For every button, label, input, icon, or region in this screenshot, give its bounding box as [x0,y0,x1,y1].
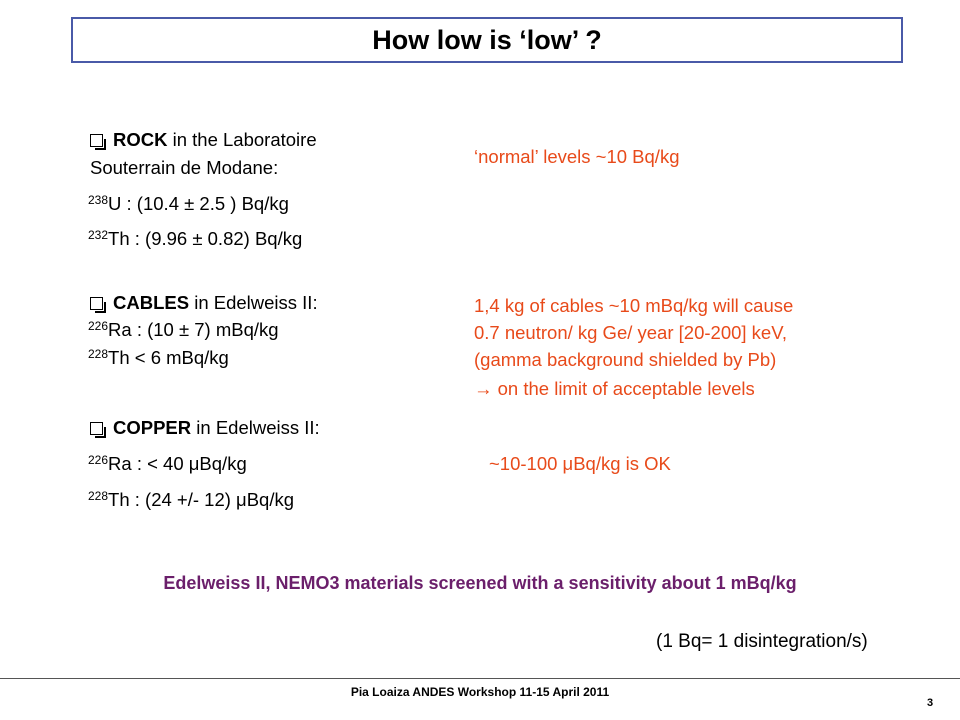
cables-note-line-4: → on the limit of acceptable levels [474,378,755,399]
cables-th-isotope: 228 [88,347,109,361]
copper-heading [90,417,320,439]
rock-th232 [88,228,302,250]
copper-th-isotope: 228 [88,489,109,503]
cables-heading-rest: in Edelweiss II: [189,292,318,313]
cables-th228 [88,347,229,369]
rock-heading [90,129,317,151]
copper-th-value: Th : (24 +/- 12) μBq/kg [108,489,295,510]
cables-heading [90,292,318,314]
rock-heading-rest: in the Laboratoire [167,129,317,150]
cables-note-line-3: (gamma background shielded by Pb) [474,349,777,370]
rock-label: ROCK [113,129,168,150]
cables-note-line-1: 1,4 kg of cables ~10 mBq/kg will cause [474,295,794,316]
copper-ra-value: Ra : < 40 μBq/kg [108,453,247,474]
checkbox-bullet-icon [90,297,103,310]
cables-th-value: Th < 6 mBq/kg [108,347,229,368]
checkbox-bullet-icon [90,134,103,147]
rock-note: ‘normal’ levels ~10 Bq/kg [474,146,680,167]
checkbox-bullet-icon [90,422,103,435]
copper-heading-rest: in Edelweiss II: [191,417,320,438]
slide-title: How low is ‘low’ ? [372,24,602,55]
summary-text: Edelweiss II, NEMO3 materials screened with a sensitivity about 1 mBq/kg [163,573,797,593]
cables-ra226 [88,319,279,341]
footer-text: Pia Loaiza ANDES Workshop 11-15 April 2011 [350,685,610,699]
rock-u-isotope: 238 [88,193,109,207]
unit-note: (1 Bq= 1 disintegration/s) [656,631,868,652]
cables-label: CABLES [113,292,190,313]
rock-th-isotope: 232 [88,228,109,242]
cables-ra-isotope: 226 [88,319,109,333]
copper-ra-isotope: 226 [88,453,109,467]
copper-label: COPPER [113,417,192,438]
rock-th-value: Th : (9.96 ± 0.82) Bq/kg [108,228,303,249]
rock-u238 [88,193,289,215]
cables-ra-value: Ra : (10 ± 7) mBq/kg [108,319,279,340]
rock-heading-line2: Souterrain de Modane: [90,157,279,178]
title-box [71,17,903,63]
page-number: 3 [927,697,934,709]
cables-note-line-2: 0.7 neutron/ kg Ge/ year [20-200] keV, [474,322,787,343]
rock-u-value: U : (10.4 ± 2.5 ) Bq/kg [108,193,289,214]
copper-note: ~10-100 μBq/kg is OK [489,453,671,474]
copper-th228 [88,489,294,511]
copper-ra226 [88,453,247,475]
footer-divider [0,678,960,679]
